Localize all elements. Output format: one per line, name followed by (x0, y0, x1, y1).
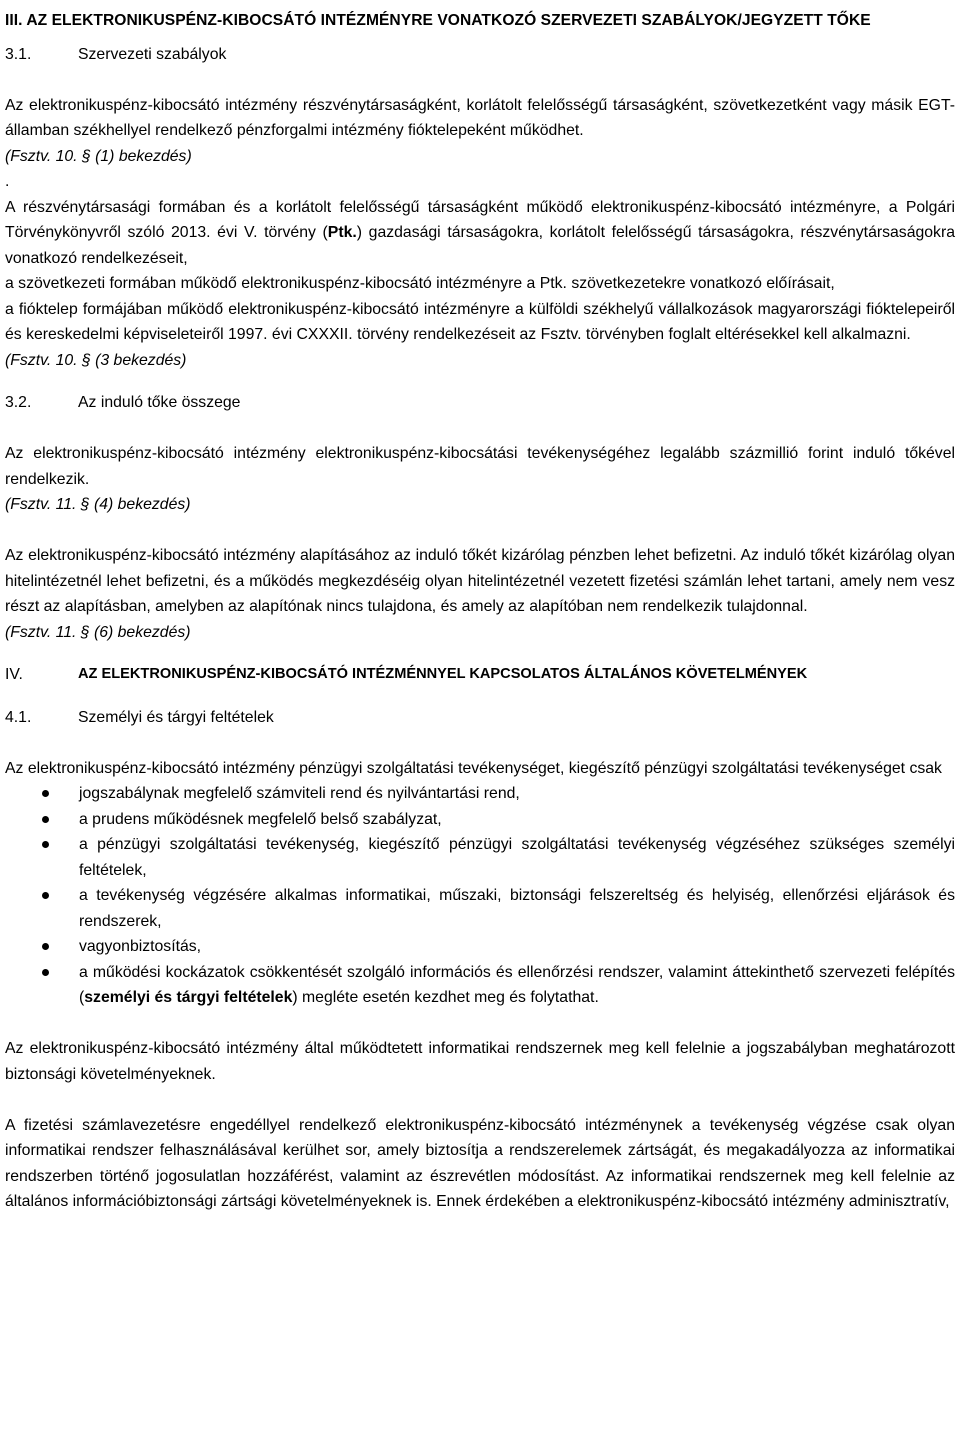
section-number: 3.1. (5, 45, 32, 63)
section-title: Személyi és tárgyi feltételek (78, 708, 274, 726)
list-item-text: a működési kockázatok csökkentését szolgáló információs és ellenőrzési rendszer, valamint áttekinthető szervezeti felépítés ( (79, 963, 955, 1006)
section-heading-4-1 (5, 705, 955, 731)
legal-citation: (Fsztv. 10. § (3 bekezdés) (5, 351, 187, 369)
separator-dot: . (5, 173, 10, 190)
paragraph: A fizetési számlavezetésre engedéllyel rendelkező elektronikuspénz-kibocsátó intézménynek a tevékenység végzése csak olyan informatikai rendszer felhasználásával kerülhet sor, amely biztosítja a rendszerelemek zártságát, és megakadályozza az informatikai rendszerben történő jogosulatlan hozzáférést, valamint az észrevétlen módosítást. Az informatikai rendszernek meg kell felelnie az általános információbiztonsági zártsági követelményeknek is. Ennek érdekében a elektronikuspénz-kibocsátó intézmény adminisztratív, (5, 1116, 955, 1210)
section-number: 4.1. (5, 708, 32, 726)
paragraph: Az elektronikuspénz-kibocsátó intézmény által működtetett informatikai rendszernek meg kell felelnie a jogszabályban meghatározott biztonsági követelményeknek. (5, 1040, 955, 1083)
chapter-heading-iv (5, 662, 955, 688)
section-heading-3-2 (5, 390, 955, 416)
paragraph: Az elektronikuspénz-kibocsátó intézmény részvénytársaságként, korlátolt felelősségű társaságként, szövetkezetként vagy másik EGT-államban székhellyel rendelkező pénzforgalmi intézmény fióktelepeként működhet. (5, 96, 955, 139)
chapter-number: IV. (5, 666, 23, 683)
paragraph-text: ) gazdasági társaságokra, korlátolt felelősségű társaságokra, részvénytársaságokra vonatkozó rendelkezéseit, (5, 224, 955, 267)
list-item: a pénzügyi szolgáltatási tevékenység, kiegészítő pénzügyi szolgáltatási tevékenység végzéséhez szükséges személyi feltételek, (5, 832, 955, 883)
paragraph (5, 195, 955, 272)
legal-citation: (Fsztv. 10. § (1) bekezdés) (5, 147, 192, 165)
list-item: vagyonbiztosítás, (5, 934, 955, 960)
bold-term: Ptk. (327, 224, 357, 241)
paragraph-text: A részvénytársasági formában és a korlátolt felelősségű társaságként működő elektronikuspénz-kibocsátó intézményre, a Polgári Törvénykönyvről szóló 2013. évi V. törvény ( (5, 198, 955, 241)
section-number: 3.2. (5, 394, 32, 411)
paragraph: Az elektronikuspénz-kibocsátó intézmény alapításához az induló tőkét kizárólag pénzben lehet befizetni. Az induló tőkét kizárólag olyan hitelintézetnél lehet befizetni, és a működés megkezdéséig olyan hitelintézetnél vezetett fizetési számlán lehet tartani, amely nem vesz részt az alapításban, amelyben az alapítónak nincs tulajdona, és amely az alapítóban nem rendelkezik tulajdonnal. (5, 547, 955, 615)
list-item: a prudens működésnek megfelelő belső szabályzat, (5, 807, 955, 833)
section-title: Szervezeti szabályok (78, 45, 227, 63)
legal-citation: (Fsztv. 11. § (6) bekezdés) (5, 623, 191, 641)
paragraph: a szövetkezeti formában működő elektronikuspénz-kibocsátó intézményre a Ptk. szövetkezetekre vonatkozó előírásait, (5, 275, 835, 292)
bold-term: személyi és tárgyi feltételek (84, 989, 293, 1006)
list-item-text: ) megléte esetén kezdhet meg és folytathat. (292, 989, 599, 1006)
section-heading-3-1 (5, 42, 955, 68)
paragraph: Az elektronikuspénz-kibocsátó intézmény pénzügyi szolgáltatási tevékenységet, kiegészítő pénzügyi szolgáltatási tevékenységet csak (5, 759, 942, 777)
list-item: a tevékenység végzésére alkalmas informatikai, műszaki, biztonsági felszereltség és helyiség, ellenőrzési eljárások és rendszerek, (5, 883, 955, 934)
section-title: Az induló tőke összege (78, 394, 241, 411)
list-item: jogszabálynak megfelelő számviteli rend és nyilvántartási rend, (5, 781, 955, 807)
requirements-list (5, 781, 955, 1011)
list-item (5, 960, 955, 1011)
legal-citation: (Fsztv. 11. § (4) bekezdés) (5, 496, 191, 513)
paragraph: Az elektronikuspénz-kibocsátó intézmény elektronikuspénz-kibocsátási tevékenységéhez legalább százmillió forint induló tőkével rendelkezik. (5, 445, 955, 488)
chapter-title: AZ ELEKTRONIKUSPÉNZ-KIBOCSÁTÓ INTÉZMÉNNYEL KAPCSOLATOS ÁLTALÁNOS KÖVETELMÉNYEK (78, 666, 808, 682)
paragraph: a fióktelep formájában működő elektronikuspénz-kibocsátó intézményre a külföldi székhelyű vállalkozások magyarországi fióktelepeiről és kereskedelmi képviseleteiről 1997. évi CXXXII. törvény rendelkezéseit az Fsztv. törvényben foglalt eltérésekkel kell alkalmazni. (5, 300, 955, 343)
chapter-heading: III. AZ ELEKTRONIKUSPÉNZ-KIBOCSÁTÓ INTÉZMÉNYRE VONATKOZÓ SZERVEZETI SZABÁLYOK/JEGYZETT TŐKE (5, 12, 871, 29)
